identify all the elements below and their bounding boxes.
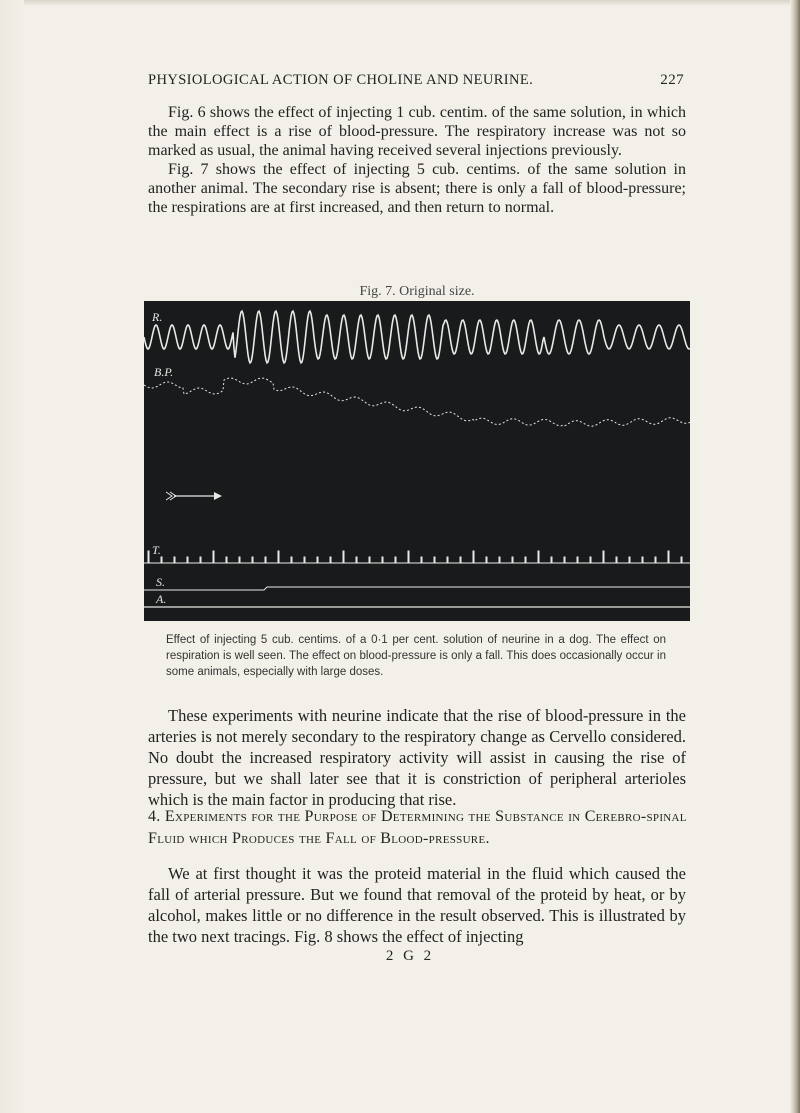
body-text-middle (148, 705, 686, 810)
body-text-bottom (148, 863, 686, 947)
label-time: T. (152, 543, 161, 557)
label-respiration: R. (152, 310, 163, 324)
paragraph: Fig. 7 shows the effect of injecting 5 cub. centims. of the same solution in another animal. The secondary rise is absent; there is only a fall of blood-pressure; the respirations are at first increased, and then return to normal. (148, 161, 686, 216)
printer-signature-mark: 2 G 2 (385, 948, 435, 964)
kymograph-tracing-figure (144, 301, 690, 621)
page-edge-left (0, 0, 24, 1113)
paragraph: Fig. 6 shows the effect of injecting 1 cub. centim. of the same solution, in which the main effect is a rise of blood-pressure. The respiratory increase was not so marked as usual, the animal having received several injections previously. (148, 104, 686, 159)
label-blood-pressure: B.P. (154, 365, 174, 379)
label-abscissa: A. (156, 592, 167, 606)
signal-trace (144, 587, 690, 590)
running-title: PHYSIOLOGICAL ACTION OF CHOLINE AND NEURINE. (148, 72, 534, 88)
label-signal: S. (156, 575, 165, 589)
body-text-top (148, 103, 686, 217)
figure-title: Fig. 7. Original size. (359, 284, 475, 299)
time-marker-trace (144, 551, 690, 563)
paragraph: We at first thought it was the proteid material in the fluid which caused the fall of arterial pressure. But we found that removal of the proteid by heat, or by alcohol, makes little or no difference in the result observed. This is illustrated by the two next tracings. Fig. 8 shows the effect of injecting (148, 864, 686, 946)
respiration-trace (144, 311, 690, 363)
page-edge-top (0, 0, 800, 6)
section-heading: 4. Experiments for the Purpose of Determining the Substance in Cerebro-spinal Fluid which Produces the Fall of Blood-pressure. (148, 808, 687, 847)
page-header (148, 72, 684, 92)
paragraph: These experiments with neurine indicate that the rise of blood-pressure in the arteries is not merely secondary to the respiratory change as Cervello considered. No doubt the increased respiratory activity will assist in causing the rise of pressure, but we shall later see that it is constriction of peripheral arterioles which is the main factor in producing that rise. (148, 706, 686, 809)
figure-caption (166, 632, 666, 680)
blood-pressure-trace (144, 378, 690, 426)
page-number: 227 (660, 72, 684, 88)
injection-signal-arrow (166, 492, 222, 500)
tracing-svg (144, 301, 690, 621)
caption-text: Effect of injecting 5 cub. centims. of a 0·1 per cent. solution of neurine in a dog. The effect on respiration is well seen. The effect on blood-pressure is only a fall. This does occasionally occur in some animals, especially with large doses. (166, 634, 666, 678)
page-edge-right (790, 0, 800, 1113)
